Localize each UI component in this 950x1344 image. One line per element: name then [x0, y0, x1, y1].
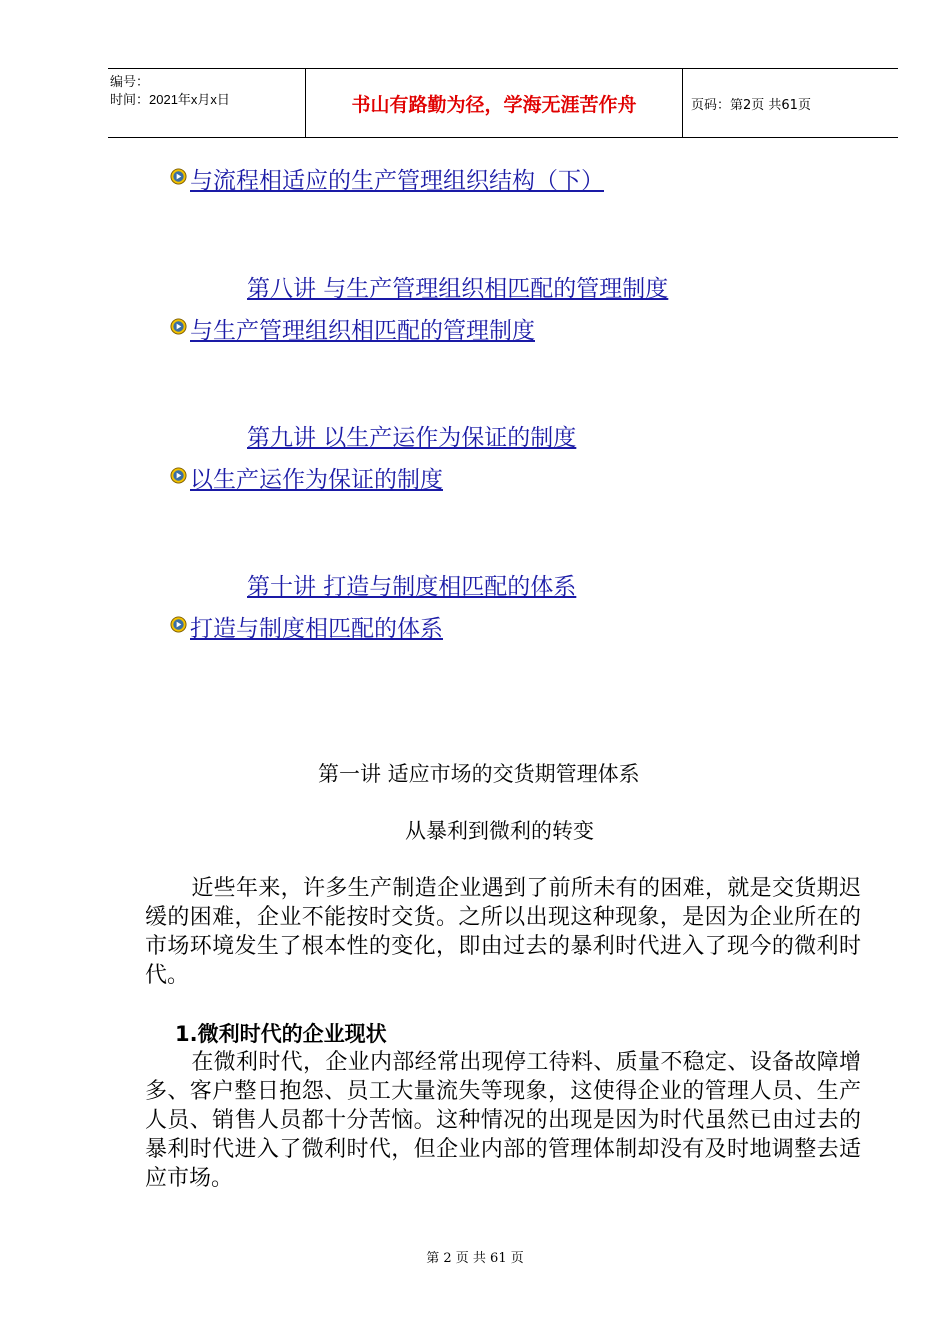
toc-chapter-8[interactable]: 第八讲 与生产管理组织相匹配的管理制度: [247, 276, 669, 302]
play-bullet-icon: [170, 168, 187, 185]
toc-link-0[interactable]: 与流程相适应的生产管理组织结构（下）: [190, 168, 604, 194]
date-label: 时间：2021年x月x日: [110, 92, 230, 107]
play-bullet-icon: [170, 318, 187, 335]
body-paragraph-1: [145, 874, 861, 990]
play-bullet-icon: [170, 467, 187, 484]
toc-link-3[interactable]: 打造与制度相匹配的体系: [190, 616, 443, 642]
toc-link-2[interactable]: 以生产运作为保证的制度: [190, 467, 443, 493]
body-paragraph-2: [145, 1048, 861, 1193]
play-bullet-icon: [170, 616, 187, 633]
paragraph-text: 近些年来，许多生产制造企业遇到了前所未有的困难，就是交货期迟缓的困难，企业不能按时交货。之所以出现这种现象，是因为企业所在的市场环境发生了根本性的变化，即由过去的暴利时代进入了现今的微利时代。: [145, 876, 861, 988]
header-page-info: 页码：第2页 共61页: [691, 97, 811, 113]
page-header: [108, 68, 898, 138]
paragraph-text: 在微利时代，企业内部经常出现停工待料、质量不稳定、设备故障增多、客户整日抱怨、员工大量流失等现象，这使得企业的管理人员、生产人员、销售人员都十分苦恼。这种情况的出现是因为时代虽然已由过去的暴利时代进入了微利时代，但企业内部的管理体制却没有及时地调整去适应市场。: [145, 1050, 861, 1191]
toc-link-1[interactable]: 与生产管理组织相匹配的管理制度: [190, 318, 535, 344]
page-footer: 第 2 页 共 61 页: [426, 1251, 524, 1266]
header-left-cell: [108, 69, 305, 137]
lecture-title: 第一讲 适应市场的交货期管理体系: [318, 762, 640, 786]
toc-chapter-9[interactable]: 第九讲 以生产运作为保证的制度: [247, 425, 577, 451]
toc-chapter-10[interactable]: 第十讲 打造与制度相匹配的体系: [247, 574, 577, 600]
subheading: 1.微利时代的企业现状: [175, 1022, 387, 1046]
doc-number-label: 编号：: [110, 74, 150, 89]
section-title: 从暴利到微利的转变: [405, 819, 594, 843]
header-motto: 书山有路勤为径，学海无涯苦作舟: [305, 69, 683, 137]
